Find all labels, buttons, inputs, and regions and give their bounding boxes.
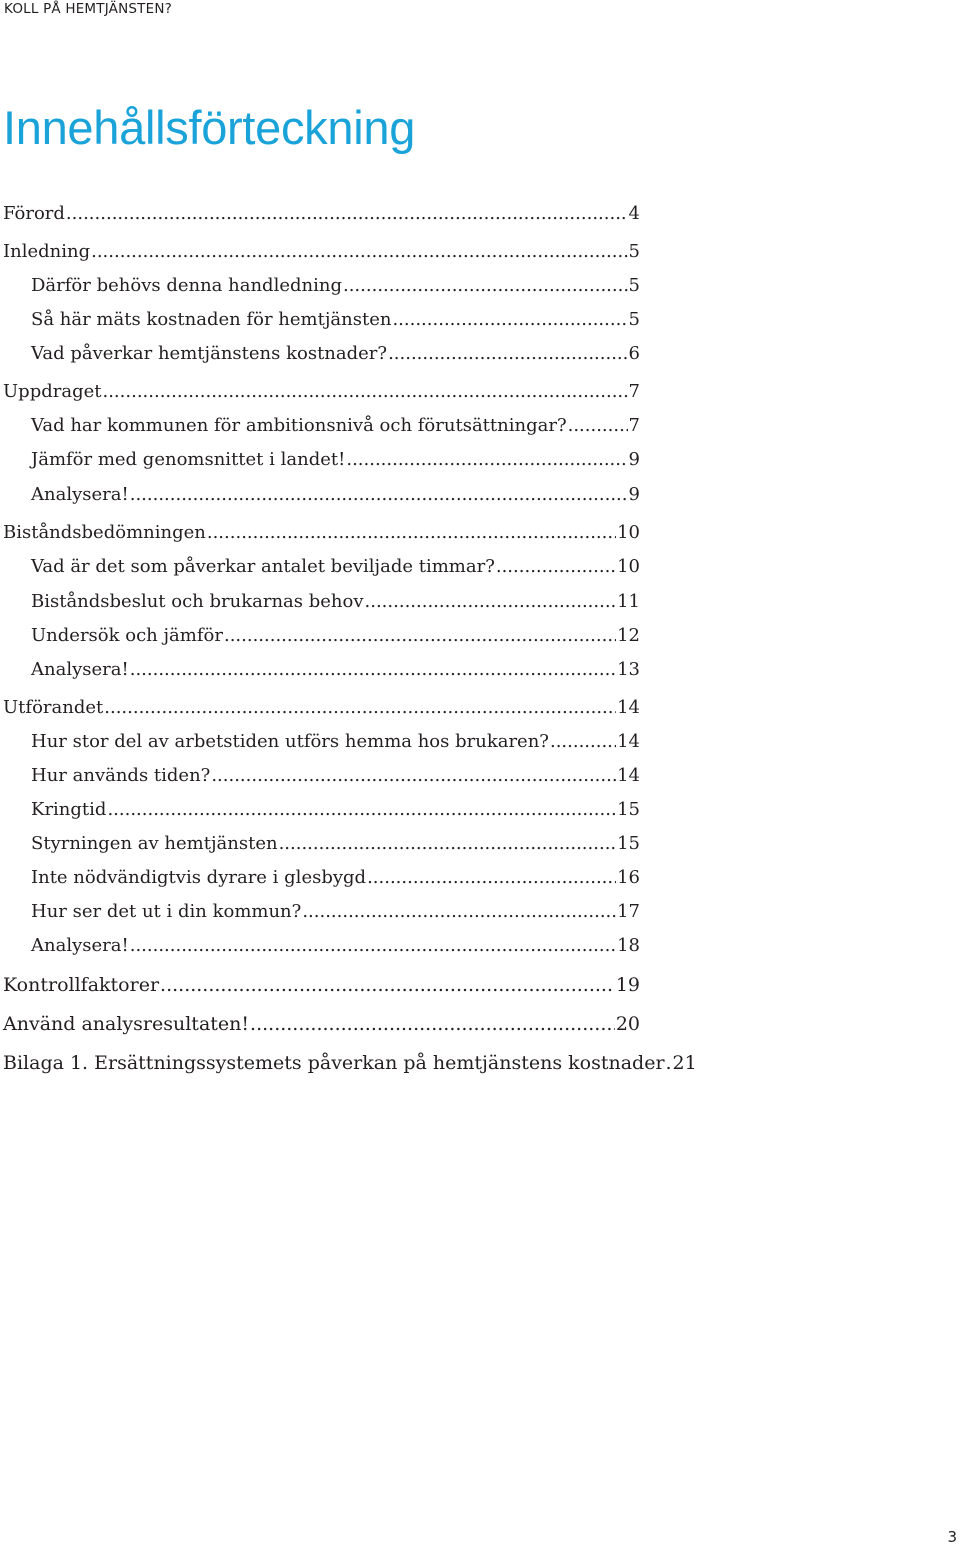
toc-entry-page: 17	[617, 901, 640, 922]
toc-entry-title: Inledning	[3, 241, 91, 262]
toc-entry-title: Undersök och jämför	[31, 625, 223, 646]
running-header: KOLL PÅ HEMTJÄNSTEN?	[4, 1, 173, 17]
toc-entry-title: Hur ser det ut i din kommun?	[31, 901, 302, 922]
toc-dot-leader	[343, 272, 628, 300]
toc-entry[interactable]	[31, 762, 640, 790]
toc-entry-title: Biståndsbeslut och brukarnas behov	[31, 591, 364, 612]
toc-entry[interactable]	[31, 622, 640, 650]
toc-dot-leader	[107, 796, 616, 824]
toc-dot-leader	[250, 1010, 615, 1038]
toc-entry-title: Jämför med genomsnittet i landet!	[31, 449, 346, 470]
toc-dot-leader	[130, 481, 628, 509]
toc-entry[interactable]	[31, 656, 640, 684]
toc-entry-title: Bilaga 1. Ersättningssystemets påverkan på hemtjänstens kostnader	[3, 1052, 665, 1074]
toc-dot-leader	[224, 622, 616, 650]
toc-dot-leader	[302, 898, 616, 926]
toc-entry[interactable]	[3, 378, 640, 406]
toc-entry[interactable]	[31, 272, 640, 300]
toc-entry-title: Styrningen av hemtjänsten	[31, 833, 278, 854]
toc-dot-leader	[130, 656, 616, 684]
toc-entry-page: 14	[617, 731, 640, 752]
toc-entry-title: Hur används tiden?	[31, 765, 211, 786]
page-number: 3	[947, 1528, 957, 1546]
toc-dot-leader	[130, 932, 616, 960]
toc-entry-title: Kontrollfaktorer	[3, 974, 160, 996]
toc-entry-page: 9	[628, 484, 640, 505]
toc-entry[interactable]	[3, 1010, 640, 1038]
toc-entry[interactable]	[3, 200, 640, 228]
toc-entry-page: 19	[615, 974, 640, 996]
toc-entry-page: 7	[628, 415, 640, 436]
toc-entry-page: 6	[628, 343, 640, 364]
toc-entry-title: Därför behövs denna handledning	[31, 275, 342, 296]
toc-entry-title: Förord	[3, 203, 65, 224]
toc-dot-leader	[388, 340, 627, 368]
toc-entry-title: Vad är det som påverkar antalet beviljade timmar?	[31, 556, 495, 577]
toc-entry-page: 16	[617, 867, 640, 888]
toc-dot-leader	[207, 519, 616, 547]
toc-entry-title: Vad har kommunen för ambitionsnivå och förutsättningar?	[31, 415, 567, 436]
toc-entry-page: 14	[617, 765, 640, 786]
toc-entry[interactable]	[31, 306, 640, 334]
page-title: Innehållsförteckning	[3, 101, 416, 154]
toc-entry[interactable]	[3, 519, 640, 547]
toc-dot-leader	[160, 971, 615, 999]
toc-entry-page: 5	[628, 275, 640, 296]
toc-entry-title: Utförandet	[3, 697, 104, 718]
toc-entry-page: 5	[628, 241, 640, 262]
toc-entry-page: 12	[617, 625, 640, 646]
toc-entry[interactable]	[3, 1049, 697, 1077]
toc-entry-title: Biståndsbedömningen	[3, 522, 206, 543]
toc-entry-page: 7	[628, 381, 640, 402]
toc-dot-leader	[346, 446, 627, 474]
toc-entry-title: Analysera!	[31, 484, 129, 505]
toc-entry-page: 13	[617, 659, 640, 680]
toc-entry-page: 18	[617, 935, 640, 956]
toc-dot-leader	[666, 1049, 672, 1077]
toc-entry[interactable]	[31, 796, 640, 824]
toc-entry-title: Vad påverkar hemtjänstens kostnader?	[31, 343, 388, 364]
toc-entry[interactable]	[31, 864, 640, 892]
toc-dot-leader	[367, 864, 616, 892]
toc-entry-page: 9	[628, 449, 640, 470]
toc-entry[interactable]	[31, 412, 640, 440]
toc-entry-title: Analysera!	[31, 935, 129, 956]
toc-entry-page: 5	[628, 309, 640, 330]
toc-dot-leader	[279, 830, 617, 858]
toc-entry-page: 15	[617, 799, 640, 820]
toc-dot-leader	[102, 378, 627, 406]
toc-dot-leader	[496, 553, 616, 581]
toc-entry-page: 11	[617, 591, 640, 612]
toc-dot-leader	[66, 200, 628, 228]
toc-dot-leader	[91, 238, 627, 266]
toc-entry[interactable]	[31, 728, 640, 756]
toc-entry[interactable]	[31, 932, 640, 960]
toc-dot-leader	[365, 588, 617, 616]
toc-entry[interactable]	[31, 588, 640, 616]
toc-entry-title: Hur stor del av arbetstiden utförs hemma hos brukaren?	[31, 731, 549, 752]
toc-entry[interactable]	[31, 340, 640, 368]
toc-entry[interactable]	[3, 971, 640, 999]
toc-entry-title: Använd analysresultaten!	[3, 1013, 250, 1035]
toc-entry[interactable]	[3, 694, 640, 722]
toc-entry-page: 14	[617, 697, 640, 718]
toc-entry-page: 10	[617, 522, 640, 543]
toc-entry-page: 15	[617, 833, 640, 854]
toc-dot-leader	[568, 412, 628, 440]
toc-entry-page: 20	[615, 1013, 640, 1035]
toc-entry-title: Inte nödvändigtvis dyrare i glesbygd	[31, 867, 367, 888]
toc-dot-leader	[211, 762, 616, 790]
toc-dot-leader	[104, 694, 616, 722]
toc-entry-page: 21	[672, 1052, 697, 1074]
toc-entry[interactable]	[31, 898, 640, 926]
toc-entry-title: Analysera!	[31, 659, 129, 680]
toc-entry[interactable]	[31, 446, 640, 474]
toc-dot-leader	[392, 306, 627, 334]
toc-entry[interactable]	[31, 481, 640, 509]
toc-dot-leader	[550, 728, 616, 756]
toc-entry[interactable]	[3, 238, 640, 266]
toc-entry-title: Så här mäts kostnaden för hemtjänsten	[31, 309, 392, 330]
toc-entry[interactable]	[31, 553, 640, 581]
toc-entry[interactable]	[31, 830, 640, 858]
toc-entry-page: 10	[617, 556, 640, 577]
toc-entry-page: 4	[628, 203, 640, 224]
toc-entry-title: Kringtid	[31, 799, 107, 820]
toc-entry-title: Uppdraget	[3, 381, 102, 402]
